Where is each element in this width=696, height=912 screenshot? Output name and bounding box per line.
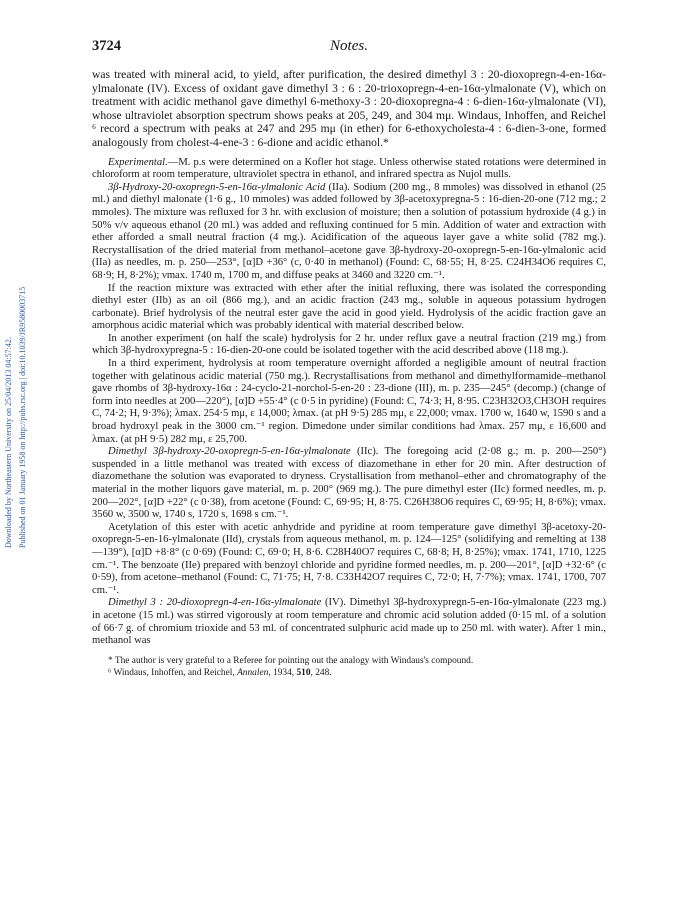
experimental-text: —M. p.s were determined on a Kofler hot stage. Unless otherwise stated rotations were determined in chloroform at room temperature, ultraviolet spectra in ethanol, and infrared spectra as Nujol mulls. [92, 156, 606, 181]
footnote-star: * The author is very grateful to a Referee for pointing out the analogy with Windaus's compound. [108, 655, 474, 666]
compound-iv-paragraph [92, 597, 606, 647]
compound-iv-heading: Dimethyl 3 : 20-dioxopregn-4-en-16α-ylmalonate [108, 597, 322, 609]
footnotes [92, 656, 606, 680]
paper-page [92, 38, 606, 679]
ref6-journal: Annalen [237, 667, 269, 678]
intro-paragraph: was treated with mineral acid, to yield, after purification, the desired dimethyl 3 : 20-dioxopregn-4-en-16α-ylmalonate (IV). Excess of oxidant gave dimethyl 3 : 6 : 20-trioxopregn-4-en-16α-ylmalonate (V), which on treatment with acidic methanol gave dimethyl 6-methoxy-3 : 20-dioxopregna-4 : 6-dien-16α-ylmalonate (VI), whose ultraviolet absorption spectrum shows peaks at 205, 249, and 304 mμ. Windaus, Inhoffen, and Reichel ⁶ record a spectrum with peaks at 247 and 295 mμ (in ether) for 6-ethoxycholesta-4 : 6-dien-3-one, formed analogously from cholest-4-ene-3 : 6-dione and acidic ethanol.* [92, 68, 606, 149]
ref6-authors: ⁶ Windaus, Inhoffen, and Reichel, [108, 667, 238, 678]
compound-iia-text: (IIa). Sodium (200 mg., 8 mmoles) was dissolved in ethanol (25 ml.) and diethyl malonate (1·6 g., 10 mmoles) was added followed by 3β-acetoxypregna-5 : 16-dien-20-one (712 mg.; 2 mmoles). The mixture was refluxed for 3 hr. with exclusion of moisture; then a solution of potassium hydroxide (4 g.) in 50% v/v aqueous ethanol (20 ml.) was added and refluxing continued for 5 min. Addition of water and extraction with ether afforded a small neutral fraction (4 mg.). Acidification of the aqueous layer gave a white solid (782 mg.). Recrystallisation of the dried material from methanol–acetone gave 3β-hydroxy-20-oxopregn-5-en-16α-ylmalonic acid (IIa) as needles, m. p. 250—253°, [α]D +36° (c, 0·40 in methanol) (Found: C, 68·55; H, 8·25. C24H34O6 requires C, 68·9; H, 8·2%); νmax. 1740 m, 1700 m, and diffuse peaks at 3460 and 3220 cm.⁻¹. [92, 181, 606, 281]
compound-iic-paragraph [92, 446, 606, 522]
compound-iic-text: (IIc). The foregoing acid (2·08 g.; m. p. 200—250°) suspended in a little methanol was treated with excess of diazomethane in ether for 20 min. After destruction of diazomethane the solution was evaporated to dryness. Crystallisation from methanol–ether and chromatography of the material in the mother liquors gave material, m. p. 200° (969 mg.). The pure dimethyl ester (IIc) formed needles, m. p. 200—202°, [α]D +22° (c 0·38), from acetone (Found: C, 69·95; H, 8·75. C26H38O6 requires C, 69·95; H, 8·6%); νmax. 3560 w, 3500 w, 1740 s, 1720 s, 1698 s cm.⁻¹. [92, 446, 606, 521]
ref6-volume: 510 [296, 667, 311, 678]
section-title: Notes. [330, 38, 368, 54]
third-experiment-paragraph: In a third experiment, hydrolysis at room temperature overnight afforded a negligible amount of neutral fraction together with gelatinous acidic material (750 mg.). Recrystallisations from methanol and dimethylformamide–methanol gave rhombs of 3β-hydroxy-16α : 24-cyclo-21-norchol-5-en-20 : 23-dione (III), m. p. 235—245° (decomp.) (change of form into needles at 200—220°), [α]D +55·4° (c 0·5 in pyridine) (Found: C, 74·3; H, 8·95. C23H32O3,CH3OH requires C, 74·2; H, 9·3%); λmax. 254·5 mμ, ε 14,000; λmax. (at pH 9·5) 285 mμ, ε 22,000; νmax. 1700 w, 1640 w, 1590 s and a broad hydroxyl peak in the 3000 cm.⁻¹ region. Dimedone under similar conditions had λmax. 257 mμ, ε 16,600 and λmax. (at pH 9·5) 282 mμ, ε 25,700. [92, 358, 606, 445]
page-header [92, 38, 606, 60]
download-notice[interactable]: Downloaded by Northeastern University on 25/04/2013 04:57:42. [4, 337, 13, 548]
footnote-ref-6 [92, 668, 606, 680]
doi-link[interactable]: Published on 01 January 1958 on http://pubs.rsc.org | doi:10.1039/JR9580003715 [18, 286, 27, 548]
ref6-pages: , 248. [310, 667, 332, 678]
compound-iia-paragraph [92, 182, 606, 283]
experimental-heading: Experimental. [108, 156, 168, 168]
compound-iic-heading: Dimethyl 3β-hydroxy-20-oxopregn-5-en-16α-ylmalonate [108, 446, 351, 458]
compound-iv-text: (IV). Dimethyl 3β-hydroxypregn-5-en-16α-ylmalonate (223 mg.) in acetone (15 ml.) was stirred vigorously at room temperature and chromic acid solution added (0·15 ml. of a solution of 66·7 g. of chromium trioxide and 53 ml. of concentrated sulphuric acid made up to 250 ml. with water). After 1 min., methanol was [92, 597, 606, 647]
ref6-year: , 1934, [268, 667, 297, 678]
page-number: 3724 [92, 38, 121, 54]
experimental-paragraph [92, 157, 606, 182]
acetylation-paragraph: Acetylation of this ester with acetic anhydride and pyridine at room temperature gave dimethyl 3β-acetoxy-20-oxopregn-5-en-16-ylmalonate (IId), crystals from aqueous methanol, m. p. 124—125° (solidifying and remelting at 138—139°), [α]D +8·8° (c 0·69) (Found: C, 69·0; H, 8·6. C28H40O7 requires C, 68·8; H, 8·25%); νmax. 1741, 1710, 1225 cm.⁻¹. The benzoate (IIe) prepared with benzoyl chloride and pyridine formed needles, m. p. 200—201°, [α]D +32·6° (c 0·59), from acetone–methanol (Found: C, 71·75; H, 7·8. C33H42O7 requires C, 72·0; H, 7·7%); νmax. 1741, 1700, 707 cm.⁻¹. [92, 521, 606, 596]
diethyl-ester-paragraph: If the reaction mixture was extracted with ether after the initial refluxing, there was isolated the corresponding diethyl ester (IIb) as an oil (866 mg.), and an acidic fraction (243 mg., soluble in aqueous potassium hydrogen carbonate). Brief hydrolysis of the neutral ester gave the acid in good yield. Hydrolysis of the acidic fraction gave an amorphous acidic material which was probably identical with material described below. [92, 282, 606, 332]
compound-iia-heading: 3β-Hydroxy-20-oxopregn-5-en-16α-ylmalonic Acid [108, 181, 326, 193]
reflux-hydrolysis-paragraph: In another experiment (on half the scale) hydrolysis for 2 hr. under reflux gave a neutral fraction (219 mg.) from which 3β-hydroxypregna-5 : 16-dien-20-one could be isolated together with the acid described above (118 mg.). [92, 332, 606, 357]
